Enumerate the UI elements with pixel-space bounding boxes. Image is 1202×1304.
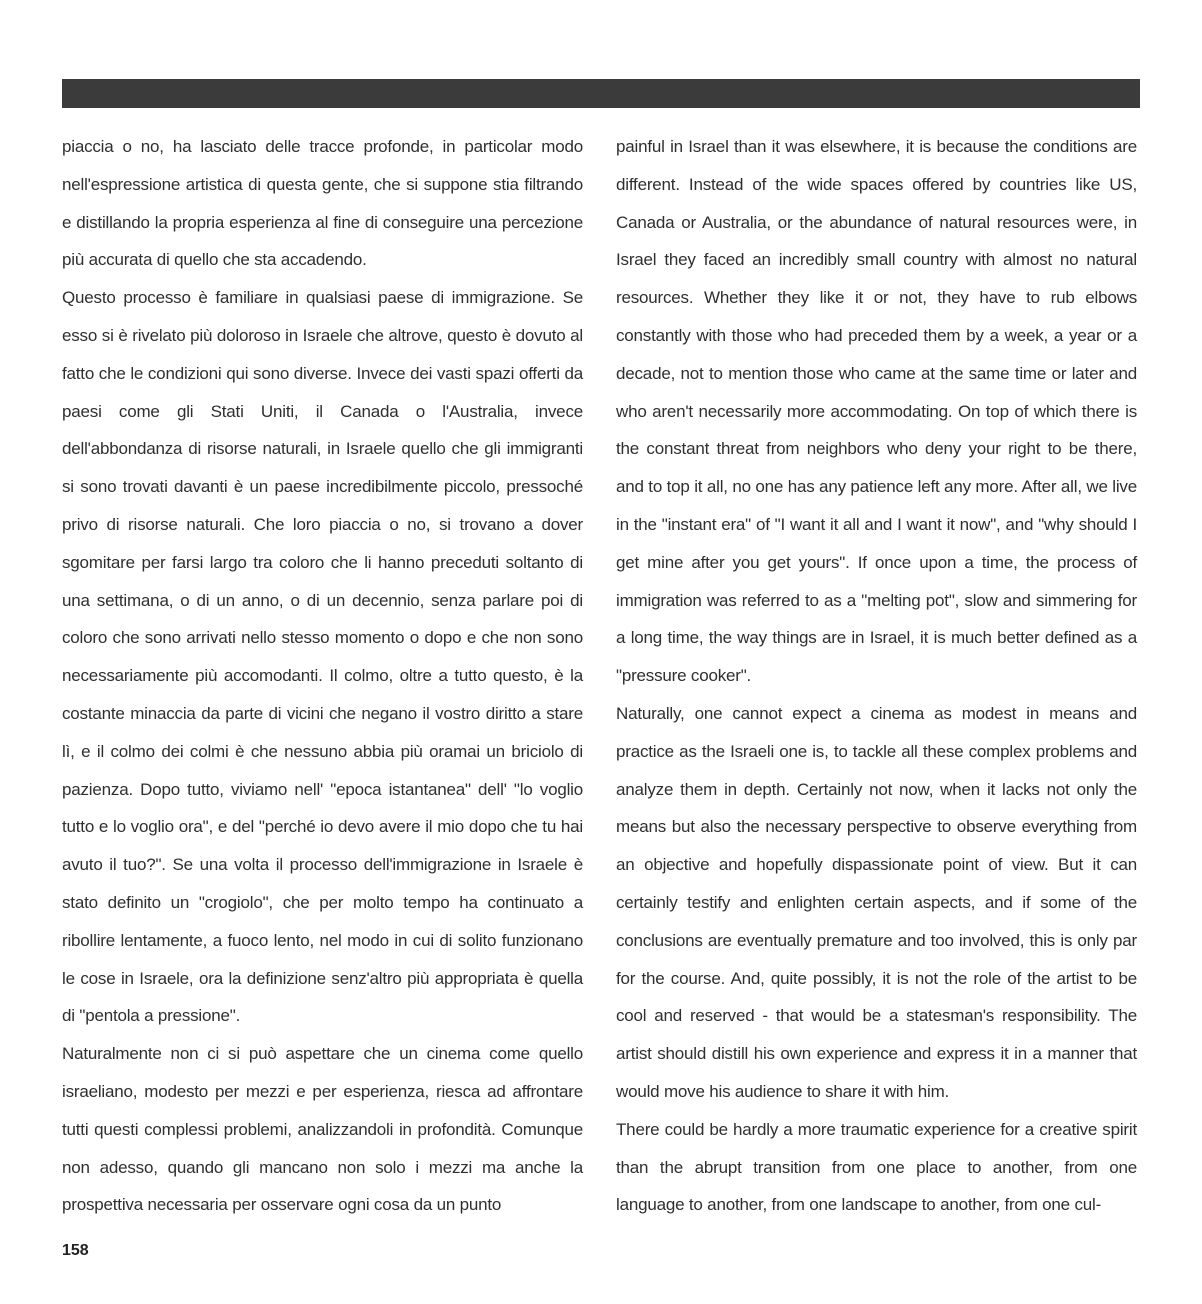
left-paragraph-1: piaccia o no, ha lasciato delle tracce profonde, in particolar modo nell'espressione artistica di questa gente, che si suppone stia filtrando e distillando la propria esperienza al fine di conseguire una percezione più accurata di quello che sta accadendo. [62,137,583,270]
left-paragraph-2: Questo processo è familiare in qualsiasi paese di immigrazione. Se esso si è rivelato più doloroso in Israele che altrove, questo è dovuto al fatto che le condizioni qui sono diverse. Invece dei vasti spazi offerti da paesi come gli Stati Uniti, il Canada o l'Australia, invece dell'abbondanza di risorse naturali, in Israele quello che gli immigranti si sono trovati davanti è un paese incredibilmente piccolo, pressoché privo di risorse naturali. Che loro piaccia o no, si trovano a dover sgomitare per farsi largo tra coloro che li hanno preceduti soltanto di una settimana, o di un anno, o di un decennio, senza parlare poi di coloro che sono arrivati nello stesso momento o dopo e che non sono necessariamente più accomodanti. Il colmo, oltre a tutto questo, è la costante minaccia da parte di vicini che negano il vostro diritto a stare lì, e il colmo dei colmi è che nessuno abbia più oramai un briciolo di pazienza. Dopo tutto, viviamo nell' "epoca istantanea" dell' "lo voglio tutto e lo voglio ora", e del "perché io devo avere il mio dopo che tu hai avuto il tuo?". Se una volta il processo dell'immigrazione in Israele è stato definito un "crogiolo", che per molto tempo ha continuato a ribollire lentamente, a fuoco lento, nel modo in cui di solito funzionano le cose in Israele, ora la definizione senz'altro più appropriata è quella di "pentola a pressione". [62,288,583,1026]
right-paragraph-2: Naturally, one cannot expect a cinema as modest in means and practice as the Israeli one is, to tackle all these complex problems and analyze them in depth. Certainly not now, when it lacks not only the means but also the necessary perspective to observe everything from an objective and hopefully dispassionate point of view. But it can certainly testify and enlighten certain aspects, and if some of the conclusions are eventually premature and too involved, this is only par for the course. And, quite possibly, it is not the role of the artist to be cool and reserved - that would be a statesman's responsibility. The artist should distill his own experience and express it in a manner that would move his audience to share it with him. [616,703,1137,1101]
right-column [616,128,1137,1224]
left-column [62,128,583,1224]
left-paragraph-3: Naturalmente non ci si può aspettare che un cinema come quello israeliano, modesto per mezzi e per esperienza, riesca ad affrontare tutti questi complessi problemi, analizzandoli in profondità. Comunque non adesso, quando gli mancano non solo i mezzi ma anche la prospettiva necessaria per osservare ogni cosa da un punto [62,1044,583,1215]
right-paragraph-3: There could be hardly a more traumatic experience for a creative spirit than the abrupt transition from one place to another, from one language to another, from one landscape to another, from one cul- [616,1119,1137,1215]
page-number: 158 [62,1242,89,1259]
right-paragraph-1: painful in Israel than it was elsewhere, it is because the conditions are different. Instead of the wide spaces offered by countries like US, Canada or Australia, or the abundance of natural resources were, in Israel they faced an incredibly small country with almost no natural resources. Whether they like it or not, they have to rub elbows constantly with those who had preceded them by a week, a year or a decade, not to mention those who came at the same time or later and who aren't necessarily more accommodating. On top of which there is the constant threat from neighbors who deny your right to be there, and to top it all, no one has any patience left any more. After all, we live in the "instant era" of "I want it all and I want it now", and "why should I get mine after you get yours". If once upon a time, the process of immigration was referred to as a "melting pot", slow and simmering for a long time, the way things are in Israel, it is much better defined as a "pressure cooker". [616,137,1137,686]
header-bar [62,79,1140,108]
